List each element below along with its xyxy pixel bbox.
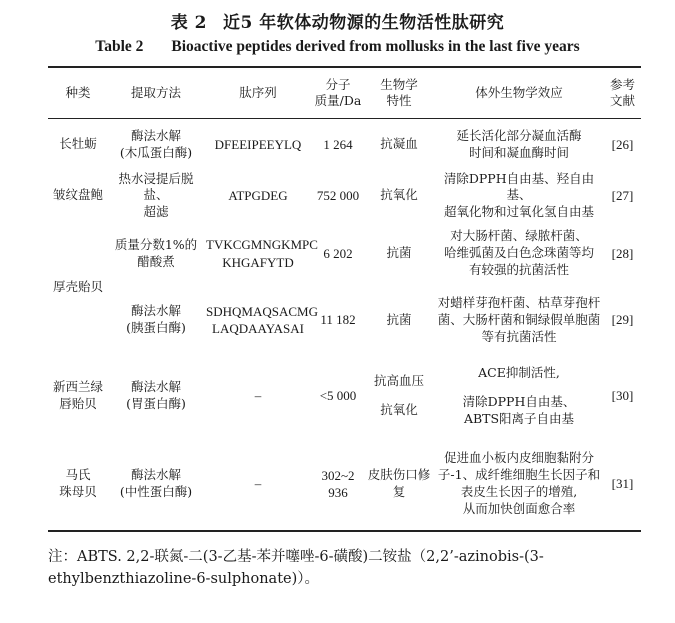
cell-ref: [27] [611,188,634,204]
cell-species: 长牡蛎 [59,136,97,152]
cell-mw: 302~2 936 [321,467,355,501]
table-row [48,286,641,354]
cell-species: 新西兰绿 唇贻贝 [52,379,103,412]
header-method: 提取方法 [108,67,204,119]
cell-method: 酶法水解 (木瓜蛋白酶) [119,127,193,160]
cell-sequence: TVKCGMNGKMPC KHGAFYTD [206,237,318,270]
cell-effect: ACE抑制活性, 清除DPPH自由基、 ABTS阳离子自由基 [462,364,576,426]
cell-ref: [31] [611,476,634,492]
cell-sequence: – [254,388,262,404]
table-footnote: 注：ABTS. 2,2-联氮-二(3-乙基-苯并噻唑-6-磺酸)二铵盐（2,2’-azinobis-(3-ethylbenzthiazoline-6-sulphonate)）。 [48,549,544,588]
header-ref: 参考 文献 [604,67,641,119]
cell-ref: [26] [611,136,634,152]
cell-species: 马氏 珠母贝 [59,467,97,500]
cell-mw: 1 264 [323,136,353,152]
table-number-en: Table 2 [95,38,144,55]
cell-effect: 对蜡样芽孢杆菌、枯草芽孢杆 菌、大肠杆菌和铜绿假单胞菌 等有抗菌活性 [437,294,601,344]
cell-ref: [28] [611,245,634,261]
cell-ref: [29] [611,312,634,328]
header-mw: 分子 质量/Da [312,67,364,119]
header-effect: 体外生物学效应 [434,67,604,119]
cell-sequence: – [254,476,262,492]
cell-effect: 延长活化部分凝血活酶 时间和凝血酶时间 [456,127,582,160]
table-row [48,221,641,286]
cell-bio: 抗氧化 [380,187,418,203]
cell-method: 质量分数1%的 醋酸煮 [114,236,198,269]
cell-method: 酶法水解 (中性蛋白酶) [119,467,193,500]
peptide-table [48,66,641,532]
cell-species: 厚壳贻贝 [52,279,103,295]
cell-sequence: DFEEIPEEYLQ [214,136,302,152]
cell-bio: 抗高血压 抗氧化 [373,373,424,418]
header-species: 种类 [48,67,108,119]
table-row [48,171,641,222]
cell-bio: 抗菌 [386,311,412,327]
cell-effect: 清除DPPH自由基、羟自由基、 超氧化物和过氧化氢自由基 [443,170,595,220]
header-bio: 生物学 特性 [364,67,434,119]
table-number-cn: 表 2 [170,13,207,33]
cell-effect: 促进血小板内皮细胞黏附分 子-1、成纤维细胞生长因子和 表皮生长因子的增殖, 从而加快创面愈合率 [437,450,601,516]
cell-method: 酶法水解 (胃蛋白酶) [126,379,186,412]
cell-bio: 抗菌 [386,245,412,261]
cell-effect: 对大肠杆菌、绿脓杆菌、 哈维弧菌及白色念珠菌等均 有较强的抗菌活性 [443,228,594,278]
table-header-row [48,67,641,119]
header-sequence: 肽序列 [204,67,312,119]
cell-species: 皱纹盘鲍 [52,187,103,203]
cell-bio: 皮肤伤口修复 [367,467,431,500]
table-title-cn [0,8,675,33]
cell-sequence: SDHQMAQSACMG LAQDAAYASAI [206,303,318,337]
table-title-en-text: Bioactive peptides derived from mollusks in the last five years [171,38,580,55]
table-row [48,119,641,171]
cell-ref: [30] [611,388,634,404]
table-row [48,354,641,438]
cell-mw: 11 182 [320,312,356,328]
cell-method: 热水浸提后脱盐、 超滤 [118,170,194,220]
cell-mw: <5 000 [319,388,357,404]
cell-mw: 6 202 [323,245,353,261]
table-title-en [0,38,675,56]
cell-method: 酶法水解 (胰蛋白酶) [126,303,186,336]
cell-sequence: ATPGDEG [228,188,288,204]
table-row [48,438,641,531]
table-title-cn-text: 近5 年软体动物源的生物活性肽研究 [223,13,505,33]
cell-mw: 752 000 [316,188,360,204]
cell-bio: 抗凝血 [380,136,418,152]
